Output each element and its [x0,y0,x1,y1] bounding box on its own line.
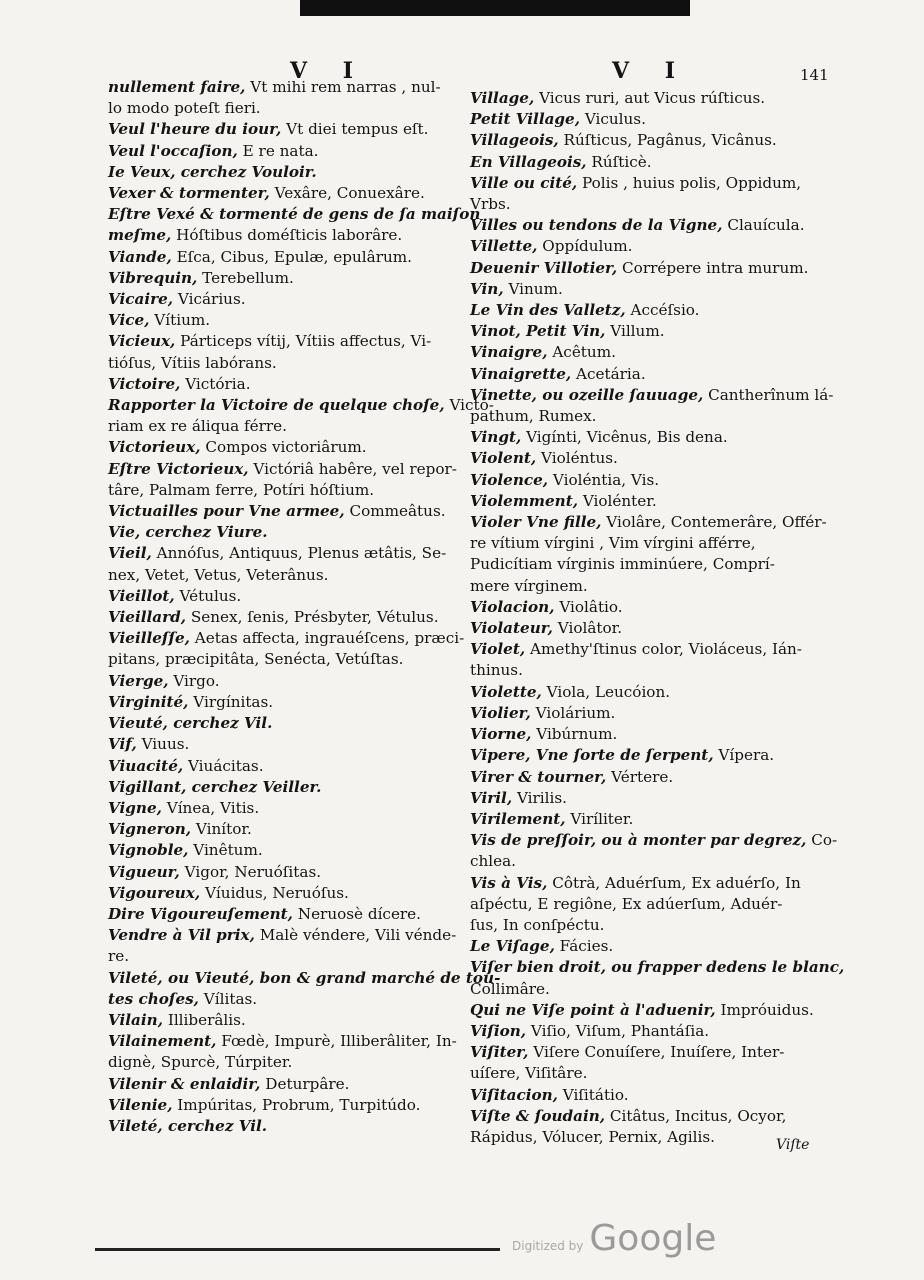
entry-translation: Hóſtibus doméſticis laborâre. [171,226,403,245]
dictionary-line [108,904,468,925]
dictionary-line [108,819,468,840]
entry-headword: Violent, [470,449,537,468]
dictionary-line [108,247,468,268]
entry-translation: uíſere, Viſitâre. [470,1064,588,1083]
entry-translation: pathum, Rumex. [470,407,597,426]
entry-translation: Viſere Conuíſere, Inuíſere, Inter- [528,1043,785,1062]
dictionary-line [108,756,468,777]
entry-translation: Senex, ſenis, Présbyter, Vétulus. [186,608,439,627]
entry-headword: Eſtre Vexé & tormenté de gens de ſa maiſon [108,205,481,224]
dictionary-line [108,1010,468,1031]
entry-headword: Violemment, [470,491,578,510]
entry-headword: Veul l'occaſion, [108,141,238,160]
entry-translation: Violâtor. [552,619,623,638]
entry-headword: Vin, [470,279,504,298]
entry-headword: Viande, [108,247,172,266]
entry-translation: Illiberâlis. [163,1010,246,1029]
entry-headword: Vice, [108,311,150,330]
entry-translation: Impróuidus. [715,1000,814,1019]
entry-translation: Vt diei tempus eſt. [281,120,429,139]
dictionary-line [108,374,468,395]
entry-translation: Villum. [605,322,665,341]
entry-headword: Viſitacion, [470,1085,558,1104]
entry-headword: Violet, [470,640,526,659]
dictionary-line [470,1000,830,1021]
entry-headword: Violette, [470,682,542,701]
dictionary-line [470,1042,830,1063]
entry-translation: Côtrà, Aduérſum, Ex aduérſo, In [547,873,801,892]
dictionary-line [470,109,830,130]
dictionary-line [470,173,830,194]
dictionary-line [108,989,468,1010]
entry-translation: Co- [806,831,838,850]
entry-headword: Rapporter la Victoire de quelque choſe, [108,396,445,415]
dictionary-line [470,660,830,681]
entry-headword: Vilain, [108,1010,163,1029]
dictionary-line [470,767,830,788]
entry-headword: Vinette, ou ozeille ſauuage, [470,385,704,404]
dictionary-line [470,936,830,957]
entry-headword: Vicieux, [108,332,176,351]
google-logo: Google [589,1218,717,1259]
entry-translation: Vicárius. [173,290,246,309]
entry-translation: Vinêtum. [188,841,263,860]
left-running-header: V I [290,58,368,84]
dictionary-line [108,946,468,967]
entry-translation: Vexâre, Conuexâre. [269,184,425,203]
dictionary-line [108,734,468,755]
entry-translation: Polis , huius polis, Oppidum, [577,173,802,192]
entry-headword: Vipere, Vne ſorte de ſerpent, [470,746,714,765]
entry-translation: Vílitas. [198,989,258,1008]
entry-translation: Vrbs. [470,195,511,214]
entry-headword: Vigneron, [108,820,192,839]
page-number: 141 [800,66,829,84]
entry-translation: aſpéctu, E regiône, Ex adúerſum, Aduér- [470,894,783,913]
scan-edge-bar [300,0,690,16]
entry-translation: re. [108,947,130,966]
entry-headword: Vieillard, [108,608,187,627]
entry-translation: Rúſticè. [586,152,652,171]
catchword: Viſte [776,1137,810,1153]
entry-translation: Acêtum. [547,343,616,362]
entry-translation: Accéſsio. [625,301,700,320]
entry-translation: Malè véndere, Vili vénde- [254,926,457,945]
dictionary-line [108,925,468,946]
entry-translation: Victó- [444,396,494,415]
dictionary-line [108,1074,468,1095]
dictionary-line [470,533,830,554]
entry-translation: Victóriâ habêre, vel repor- [248,459,457,478]
dictionary-line [108,225,468,246]
entry-translation: Virgínitas. [188,692,274,711]
entry-headword: Villette, [470,237,538,256]
entry-translation: pitans, præcipitâta, Senécta, Vetúſtas. [108,650,404,669]
dictionary-line [108,268,468,289]
entry-headword: En Villageois, [470,152,587,171]
entry-headword: tes choſes, [108,989,199,1008]
dictionary-line [108,183,468,204]
entry-translation: Violárium. [530,703,616,722]
dictionary-line [470,1085,830,1106]
entry-translation: Violéntia, Vis. [548,470,660,489]
dictionary-line [108,459,468,480]
dictionary-line [470,279,830,300]
entry-headword: Vexer & tormenter, [108,184,270,203]
entry-translation: Citâtus, Incitus, Ocyor, [605,1106,787,1125]
entry-headword: Vicaire, [108,290,174,309]
entry-headword: Violacion, [470,597,555,616]
dictionary-line [470,512,830,533]
dictionary-line [470,830,838,851]
entry-translation: Viuus. [136,735,190,754]
entry-translation: Vétulus. [174,586,242,605]
entry-translation: Violénter. [578,491,657,510]
entry-translation: ſus, In conſpéctu. [470,915,605,934]
right-column [470,88,845,1148]
entry-headword: Vilainement, [108,1032,217,1051]
dictionary-line [108,649,468,670]
entry-translation: Neruosè dícere. [292,904,422,923]
dictionary-line [470,618,830,639]
entry-headword: Vinot, Petit Vin, [470,322,606,341]
entry-headword: Vigne, [108,798,162,817]
dictionary-line [470,215,830,236]
digitized-watermark [512,1218,716,1259]
entry-headword: Vigillant, cerchez Veiller. [108,777,322,796]
entry-translation: Corrépere intra murum. [617,258,809,277]
entry-translation: thinus. [470,661,523,680]
entry-translation: nex, Vetet, Vetus, Veterânus. [108,565,329,584]
entry-headword: Qui ne Viſe point à l'aduenir, [470,1000,716,1019]
entry-headword: Petit Village, [470,110,580,129]
dictionary-line [108,480,468,501]
watermark-prefix: Digitized by [512,1239,584,1253]
dictionary-line [108,353,468,374]
entry-translation: Vítium. [149,311,211,330]
dictionary-line [470,321,830,342]
entry-headword: Vileté, cerchez Vil. [108,1116,268,1135]
dictionary-line [108,1052,468,1073]
entry-translation: mere vírginem. [470,576,588,595]
dictionary-line [108,331,468,352]
entry-translation: Vinum. [503,279,563,298]
dictionary-line [470,979,830,1000]
dictionary-line [470,88,830,109]
dictionary-line [470,236,830,257]
dictionary-line [470,873,830,894]
entry-translation: Rápidus, Vólucer, Pernix, Agilis. [470,1127,715,1146]
entry-translation: Vicus ruri, aut Vicus rúſticus. [534,89,766,107]
entry-headword: Deuenir Villotier, [470,258,618,277]
dictionary-line [108,289,468,310]
entry-headword: Violer Vne fille, [470,513,602,532]
entry-headword: Vieilleſſe, [108,629,190,648]
entry-headword: Virer & tourner, [470,767,607,786]
entry-translation: Eſca, Cibus, Epulæ, epulârum. [171,247,412,266]
entry-translation: Vigínti, Vicênus, Bis dena. [521,428,728,447]
entry-headword: Vie, cerchez Viure. [108,523,268,542]
entry-translation: Viola, Leucóion. [541,682,671,701]
dictionary-line [470,258,830,279]
dictionary-line [108,586,468,607]
entry-headword: Village, [470,89,535,107]
dictionary-line [470,851,830,872]
entry-headword: Veul l'heure du iour, [108,120,282,139]
dictionary-line [108,141,468,162]
dictionary-line [108,692,468,713]
entry-headword: Vilenie, [108,1095,173,1114]
entry-translation: Collimâre. [470,979,550,998]
dictionary-line [470,576,830,597]
entry-headword: Vibrequin, [108,268,198,287]
entry-translation: Pudicítiam vírginis imminúere, Comprí- [470,555,775,574]
dictionary-line [470,194,830,215]
dictionary-line [108,98,468,119]
dictionary-line [108,543,468,564]
entry-headword: Violateur, [470,619,553,638]
entry-headword: Ie Veux, cerchez Vouloir. [108,162,317,181]
entry-translation: Oppídulum. [537,237,633,256]
entry-translation: Violâtio. [554,597,623,616]
entry-translation: târe, Palmam ferre, Potíri hóſtium. [108,480,375,499]
dictionary-line [470,1106,830,1127]
dictionary-line [470,554,830,575]
entry-headword: Vis de preſſoir, ou à monter par degrez, [470,831,807,850]
entry-translation: Viſio, Viſum, Phantáſia. [526,1021,710,1040]
entry-translation: E re nata. [237,141,319,160]
dictionary-line [108,162,468,183]
entry-headword: Eſtre Victorieux, [108,459,249,478]
dictionary-line [470,385,834,406]
entry-headword: Vileté, ou Vieuté, bon & grand marché de tou- [108,968,501,987]
dictionary-line [470,894,830,915]
entry-headword: Vieillot, [108,586,175,605]
entry-translation: Aetas affecta, ingrauéſcens, præci- [189,629,465,648]
dictionary-line [470,427,830,448]
entry-headword: Violier, [470,703,531,722]
dictionary-line [108,1095,468,1116]
dictionary-line [470,915,830,936]
dictionary-line [108,777,468,798]
entry-headword: Viſer bien droit, ou frapper dedens le blanc, [470,958,845,977]
entry-headword: Virilement, [470,809,566,828]
dictionary-line [470,957,845,978]
entry-headword: Viſiter, [470,1043,529,1062]
entry-translation: Viſitátio. [557,1085,629,1104]
entry-translation: Vigor, Neruóſitas. [179,862,322,881]
entry-headword: Viſion, [470,1021,527,1040]
dictionary-line [470,809,830,830]
entry-translation: Fácies. [554,937,614,956]
entry-headword: Vigoureux, [108,883,201,902]
entry-translation: Victória. [180,374,251,393]
bottom-rule [95,1248,500,1251]
entry-translation: Vinítor. [191,820,252,839]
dictionary-line [470,491,830,512]
entry-translation: Vínea, Vitis. [161,798,260,817]
entry-translation: Párticeps vítij, Vítiis affectus, Vi- [175,332,432,351]
dictionary-line [108,1031,468,1052]
entry-translation: Deturpâre. [260,1074,350,1093]
entry-translation: Viuácitas. [183,756,264,775]
dictionary-line [470,597,830,618]
entry-headword: Victorieux, [108,438,201,457]
entry-translation: Vibúrnum. [531,725,618,744]
entry-translation: Vt mihi rem narras , nul- [245,78,441,96]
dictionary-line [108,204,481,225]
entry-headword: Vif, [108,735,137,754]
dictionary-line [470,364,830,385]
dictionary-line [470,682,830,703]
dictionary-line [108,119,468,140]
entry-headword: Vilenir & enlaidir, [108,1074,261,1093]
entry-headword: Vignoble, [108,841,189,860]
entry-translation: tióſus, Vítiis labórans. [108,353,277,372]
dictionary-line [108,310,468,331]
entry-headword: Vinaigrette, [470,364,572,383]
dictionary-line [108,628,468,649]
entry-translation: Virilis. [512,788,567,807]
entry-headword: Vieuté, cerchez Vil. [108,714,273,733]
entry-translation: Annóſus, Antiquus, Plenus ætâtis, Se- [151,544,447,563]
dictionary-line [470,470,830,491]
entry-translation: chlea. [470,852,517,871]
entry-headword: Violence, [470,470,549,489]
entry-translation: Rúſticus, Pagânus, Vicânus. [558,131,777,150]
dictionary-line [470,788,830,809]
entry-translation: Viculus. [580,110,646,129]
entry-headword: Viuacité, [108,756,184,775]
entry-headword: Villes ou tendons de la Vigne, [470,216,723,235]
entry-headword: Vigueur, [108,862,180,881]
dictionary-line [108,607,468,628]
dictionary-line [108,862,468,883]
entry-headword: Ville ou cité, [470,173,578,192]
entry-translation: Vértere. [606,767,674,786]
entry-headword: Viorne, [470,725,532,744]
entry-headword: Le Viſage, [470,937,555,956]
entry-translation: dignè, Spurcè, Túrpiter. [108,1053,293,1072]
dictionary-line [470,1063,830,1084]
dictionary-line [470,152,830,173]
entry-headword: Victoire, [108,374,181,393]
entry-headword: Victuailles pour Vne armee, [108,502,345,521]
dictionary-line [470,745,830,766]
entry-translation: Clauícula. [722,216,805,235]
dictionary-line [108,1116,468,1137]
dictionary-line [108,395,494,416]
entry-translation: re vítium vírgini , Vim vírgini afférre, [470,534,756,553]
dictionary-line [108,968,501,989]
dictionary-line [108,416,468,437]
dictionary-line [470,703,830,724]
entry-headword: Villageois, [470,131,559,150]
dictionary-line [470,406,830,427]
entry-headword: Vendre à Vil prix, [108,926,255,945]
entry-translation: riam ex re áliqua férre. [108,417,287,436]
entry-translation: Impúritas, Probrum, Turpitúdo. [172,1095,421,1114]
dictionary-line [108,77,468,98]
entry-translation: Acetária. [571,364,646,383]
dictionary-line [108,713,468,734]
dictionary-line [108,883,468,904]
dictionary-line [108,565,468,586]
entry-translation: Compos victoriârum. [200,438,367,457]
dictionary-line [108,840,468,861]
entry-headword: Vierge, [108,671,169,690]
entry-translation: Fœdè, Impurè, Illiberâliter, In- [216,1032,457,1051]
entry-headword: Dire Vigoureuſement, [108,904,293,923]
entry-translation: Virgo. [168,671,220,690]
entry-headword: meſme, [108,226,172,245]
right-running-header: V I [612,58,690,84]
entry-translation: Violéntus. [536,449,618,468]
entry-translation: Commeâtus. [344,502,446,521]
entry-headword: Vinaigre, [470,343,548,362]
dictionary-line [470,448,830,469]
dictionary-line [470,342,830,363]
entry-headword: nullement faire, [108,78,246,96]
entry-translation: Amethy'ſtinus color, Violáceus, Ián- [525,640,802,659]
dictionary-line [470,724,830,745]
entry-translation: Viríliter. [565,809,634,828]
entry-translation: Víuidus, Neruóſus. [200,883,349,902]
dictionary-line [470,130,830,151]
dictionary-line [470,300,830,321]
entry-translation: Vípera. [713,746,775,765]
dictionary-line [108,671,468,692]
entry-headword: Viſte & ſoudain, [470,1106,606,1125]
entry-headword: Virginité, [108,692,189,711]
entry-translation: Cantherînum lá- [703,385,834,404]
entry-headword: Le Vin des Valletz, [470,301,626,320]
entry-translation: lo modo poteſt fieri. [108,99,261,118]
dictionary-line [470,1021,830,1042]
entry-headword: Vieil, [108,544,152,563]
entry-translation: Violâre, Contemerâre, Offér- [601,513,827,532]
entry-translation: Terebellum. [197,268,294,287]
dictionary-line [108,798,468,819]
entry-headword: Viril, [470,788,513,807]
entry-headword: Vingt, [470,428,522,447]
dictionary-line [470,639,830,660]
dictionary-line [108,522,468,543]
entry-headword: Vis à Vis, [470,873,548,892]
dictionary-line [108,437,468,458]
dictionary-line [108,501,468,522]
